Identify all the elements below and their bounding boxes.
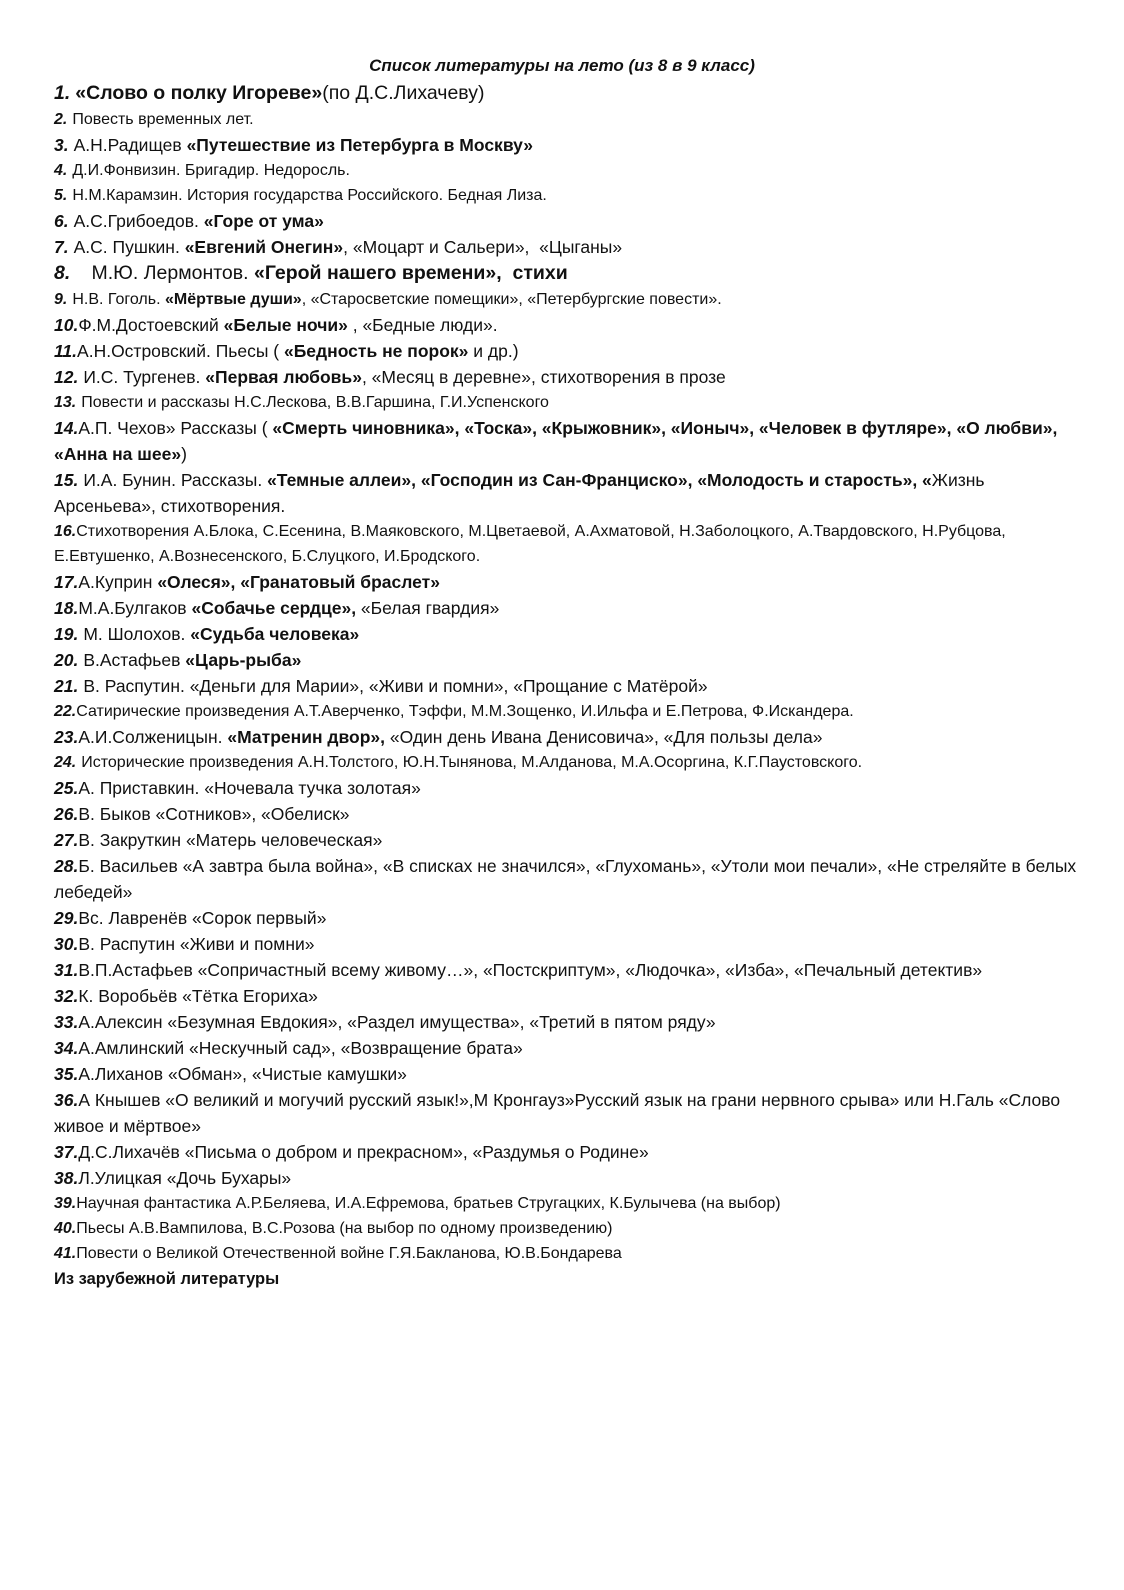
- item-text: А.Н.Островский. Пьесы (: [77, 341, 284, 361]
- item-text: И.А. Бунин. Рассказы.: [83, 470, 268, 490]
- item-text: , «Старосветские помещики», «Петербургские повести».: [301, 291, 722, 308]
- list-item: [54, 647, 1078, 673]
- item-number: 30.: [54, 934, 79, 954]
- work-title: «Горе от ума»: [203, 211, 324, 231]
- work-title: «Собачье сердце»,: [191, 598, 357, 618]
- item-number: 4.: [54, 162, 68, 179]
- item-number: 1.: [54, 82, 71, 104]
- item-text: Б. Васильев «А завтра была война», «В списках не значился», «Глухомань», «Утоли мои печали», «Не стреляйте в белых лебедей»: [54, 856, 1082, 902]
- list-item: [54, 158, 1078, 183]
- item-text: Д.И.Фонвизин. Бригадир. Недоросль.: [72, 162, 350, 179]
- item-text: М. Шолохов.: [83, 624, 191, 644]
- item-number: 29.: [54, 908, 79, 928]
- item-text: Научная фантастика А.Р.Беляева, И.А.Ефремова, братьев Стругацких, К.Булычева (на выбор): [76, 1195, 781, 1212]
- item-text: М.А.Булгаков: [78, 598, 192, 618]
- list-item: [54, 801, 1078, 827]
- item-text: В. Закруткин «Матерь человеческая»: [78, 830, 383, 850]
- list-item: [54, 132, 1078, 158]
- item-text: В. Распутин «Живи и помни»: [78, 934, 315, 954]
- item-text: В. Распутин. «Деньги для Марии», «Живи и помни», «Прощание с Матёрой»: [83, 676, 708, 696]
- list-item: [54, 1216, 1078, 1241]
- page-title: Список литературы на лето (из 8 в 9 класс): [369, 56, 755, 75]
- item-text: и др.): [468, 341, 519, 361]
- item-number: 2.: [54, 111, 68, 128]
- item-number: 13.: [54, 394, 77, 411]
- list-item: [54, 80, 1078, 107]
- list-item: [54, 905, 1078, 931]
- item-number: 34.: [54, 1038, 79, 1058]
- work-title: «Путешествие из Петербурга в Москву»: [186, 135, 534, 155]
- item-number: 20.: [54, 650, 79, 670]
- item-number: 11.: [54, 341, 78, 361]
- list-item: [54, 699, 1078, 724]
- work-title: «Первая любовь»: [205, 367, 362, 387]
- item-text: Повести о Великой Отечественной войне Г.Я.Бакланова, Ю.В.Бондарева: [76, 1245, 622, 1262]
- item-text: Н.В. Гоголь.: [72, 291, 165, 308]
- list-item: [54, 364, 1078, 390]
- list-item: [54, 1009, 1078, 1035]
- item-number: 35.: [54, 1064, 79, 1084]
- item-text: А.Куприн: [78, 572, 158, 592]
- item-text: Вс. Лавренёв «Сорок первый»: [78, 908, 327, 928]
- item-text: А.И.Солженицын.: [78, 727, 228, 747]
- item-number: 27.: [54, 830, 79, 850]
- item-number: 32.: [54, 986, 79, 1006]
- item-number: 18.: [54, 598, 79, 618]
- list-item: [54, 1139, 1078, 1165]
- item-text: Повести и рассказы Н.С.Лескова, В.В.Гаршина, Г.И.Успенского: [81, 394, 549, 411]
- item-text: Стихотворения А.Блока, С.Есенина, В.Маяковского, М.Цветаевой, А.Ахматовой, Н.Заболоцкого, А.Твардовского, Н.Рубцова, Е.Евтушенко, А.Вознесенского, Б.Слуцкого, И.Бродского.: [54, 523, 1011, 565]
- item-number: 10.: [54, 315, 79, 335]
- item-text: А. Приставкин. «Ночевала тучка золотая»: [78, 778, 421, 798]
- item-number: 12.: [54, 367, 79, 387]
- item-text: В.П.Астафьев «Сопричастный всему живому…», «Постскриптум», «Людочка», «Изба», «Печальный детектив»: [78, 960, 983, 980]
- list-item: [54, 234, 1078, 260]
- item-number: 40.: [54, 1220, 77, 1237]
- list-item: [54, 931, 1078, 957]
- item-number: 3.: [54, 135, 69, 155]
- item-number: 28.: [54, 856, 79, 876]
- item-text: , «Бедные люди».: [347, 315, 498, 335]
- list-item: [54, 183, 1078, 208]
- item-number: 16.: [54, 523, 77, 540]
- item-text: , «Моцарт и Сальери», «Цыганы»: [343, 237, 623, 257]
- item-text: Ф.М.Достоевский: [78, 315, 224, 335]
- list-item: [54, 1035, 1078, 1061]
- item-number: 38.: [54, 1168, 79, 1188]
- item-number: 33.: [54, 1012, 79, 1032]
- item-number: 22.: [54, 703, 77, 720]
- item-text: ): [181, 444, 187, 464]
- item-text: А.Алексин «Безумная Евдокия», «Раздел имущества», «Третий в пятом ряду»: [78, 1012, 716, 1032]
- item-text: А.Лиханов «Обман», «Чистые камушки»: [78, 1064, 407, 1084]
- item-text: Повесть временных лет.: [72, 111, 254, 128]
- list-item: [54, 260, 1078, 287]
- item-number: 36.: [54, 1090, 79, 1110]
- item-text: В. Быков «Сотников», «Обелиск»: [78, 804, 350, 824]
- item-number: 26.: [54, 804, 79, 824]
- item-text: А.Н.Радищев: [73, 135, 187, 155]
- item-text: «Один день Ивана Денисовича», «Для пользы дела»: [385, 727, 823, 747]
- item-number: 8.: [54, 262, 71, 284]
- work-title: «Судьба человека»: [190, 624, 360, 644]
- literature-list: [54, 80, 1082, 1292]
- item-number: 9.: [54, 291, 68, 308]
- item-number: 15.: [54, 470, 79, 490]
- item-number: 24.: [54, 754, 77, 771]
- item-text: «Белая гвардия»: [356, 598, 500, 618]
- list-item: [54, 519, 1078, 569]
- item-text: А.П. Чехов» Рассказы (: [78, 418, 273, 438]
- item-number: 6.: [54, 211, 69, 231]
- list-item: [54, 1087, 1078, 1139]
- item-number: 31.: [54, 960, 79, 980]
- list-item: [54, 983, 1078, 1009]
- item-number: 19.: [54, 624, 79, 644]
- list-item: [54, 415, 1078, 467]
- work-title: «Мёртвые души»: [165, 291, 302, 308]
- item-text: И.С. Тургенев.: [83, 367, 206, 387]
- list-item: [54, 724, 1078, 750]
- item-number: 21.: [54, 676, 79, 696]
- work-title: «Слово о полку Игореве»: [75, 82, 323, 104]
- list-item: [54, 208, 1078, 234]
- work-title: «Матренин двор»,: [227, 727, 385, 747]
- item-text: Н.М.Карамзин. История государства Российского. Бедная Лиза.: [72, 187, 547, 204]
- item-text: В.Астафьев: [83, 650, 186, 670]
- work-title: «Герой нашего времени», стихи: [253, 262, 568, 284]
- item-number: 41.: [54, 1245, 77, 1262]
- item-text: , «Месяц в деревне», стихотворения в прозе: [361, 367, 726, 387]
- item-text: К. Воробьёв «Тётка Егориха»: [78, 986, 318, 1006]
- work-title: «Темные аллеи», «Господин из Сан-Франциско», «Молодость и старость», «: [267, 470, 932, 490]
- item-text: Д.С.Лихачёв «Письма о добром и прекрасном», «Раздумья о Родине»: [78, 1142, 649, 1162]
- list-item: [54, 673, 1078, 699]
- list-item: [54, 312, 1078, 338]
- list-item: [54, 467, 1078, 519]
- item-number: 17.: [54, 572, 79, 592]
- work-title: «Царь-рыба»: [185, 650, 302, 670]
- work-title: «Олеся», «Гранатовый браслет»: [157, 572, 440, 592]
- list-item: [54, 1191, 1078, 1216]
- item-text: Жизнь Арсеньева», стихотворения.: [54, 470, 990, 516]
- work-title: «Евгений Онегин»: [184, 237, 344, 257]
- list-item: [54, 957, 1078, 983]
- list-item: [54, 750, 1078, 775]
- list-item: [54, 827, 1078, 853]
- list-item: [54, 390, 1078, 415]
- list-item: [54, 1165, 1078, 1191]
- list-item: [54, 338, 1078, 364]
- item-number: 23.: [54, 727, 79, 747]
- item-number: 39.: [54, 1195, 77, 1212]
- item-number: 37.: [54, 1142, 79, 1162]
- list-item: [54, 775, 1078, 801]
- item-text: Исторические произведения А.Н.Толстого, Ю.Н.Тынянова, М.Алданова, М.А.Осоргина, К.Г.Паустовского.: [81, 754, 863, 771]
- list-item: [54, 287, 1078, 312]
- list-item: [54, 595, 1078, 621]
- item-text: Сатирические произведения А.Т.Аверченко, Тэффи, М.М.Зощенко, И.Ильфа и Е.Петрова, Ф.Искандера.: [76, 703, 854, 720]
- item-text: А.С. Пушкин.: [73, 237, 185, 257]
- list-item: [54, 1241, 1078, 1266]
- item-number: 5.: [54, 187, 68, 204]
- item-number: 7.: [54, 237, 69, 257]
- item-text: А.Амлинский «Нескучный сад», «Возвращение брата»: [78, 1038, 523, 1058]
- list-item: [54, 853, 1082, 905]
- item-text: А.С.Грибоедов.: [73, 211, 204, 231]
- work-title: «Белые ночи»: [223, 315, 348, 335]
- foreign-literature-heading: Из зарубежной литературы: [54, 1270, 280, 1288]
- work-title: «Смерть чиновника», «Тоска», «Крыжовник», «Ионыч», «Человек в футляре», «О любви», «Анна на шее»: [54, 418, 1063, 464]
- item-text: Пьесы А.В.Вампилова, В.С.Розова (на выбор по одному произведению): [76, 1220, 613, 1237]
- item-text: А Кнышев «О великий и могучий русский язык!»,М Кронгауз»Русский язык на грани нервного срыва» или Н.Галь «Слово живое и мёртвое»: [54, 1090, 1065, 1136]
- item-text: М.Ю. Лермонтов.: [75, 262, 254, 284]
- item-number: 14.: [54, 418, 79, 438]
- item-text: Л.Улицкая «Дочь Бухары»: [78, 1168, 292, 1188]
- list-item: [54, 569, 1078, 595]
- item-number: 25.: [54, 778, 79, 798]
- list-item: [54, 1061, 1078, 1087]
- list-item: [54, 621, 1078, 647]
- work-title: «Бедность не порок»: [284, 341, 469, 361]
- item-text: (по Д.С.Лихачеву): [322, 82, 485, 104]
- list-item: [54, 107, 1078, 132]
